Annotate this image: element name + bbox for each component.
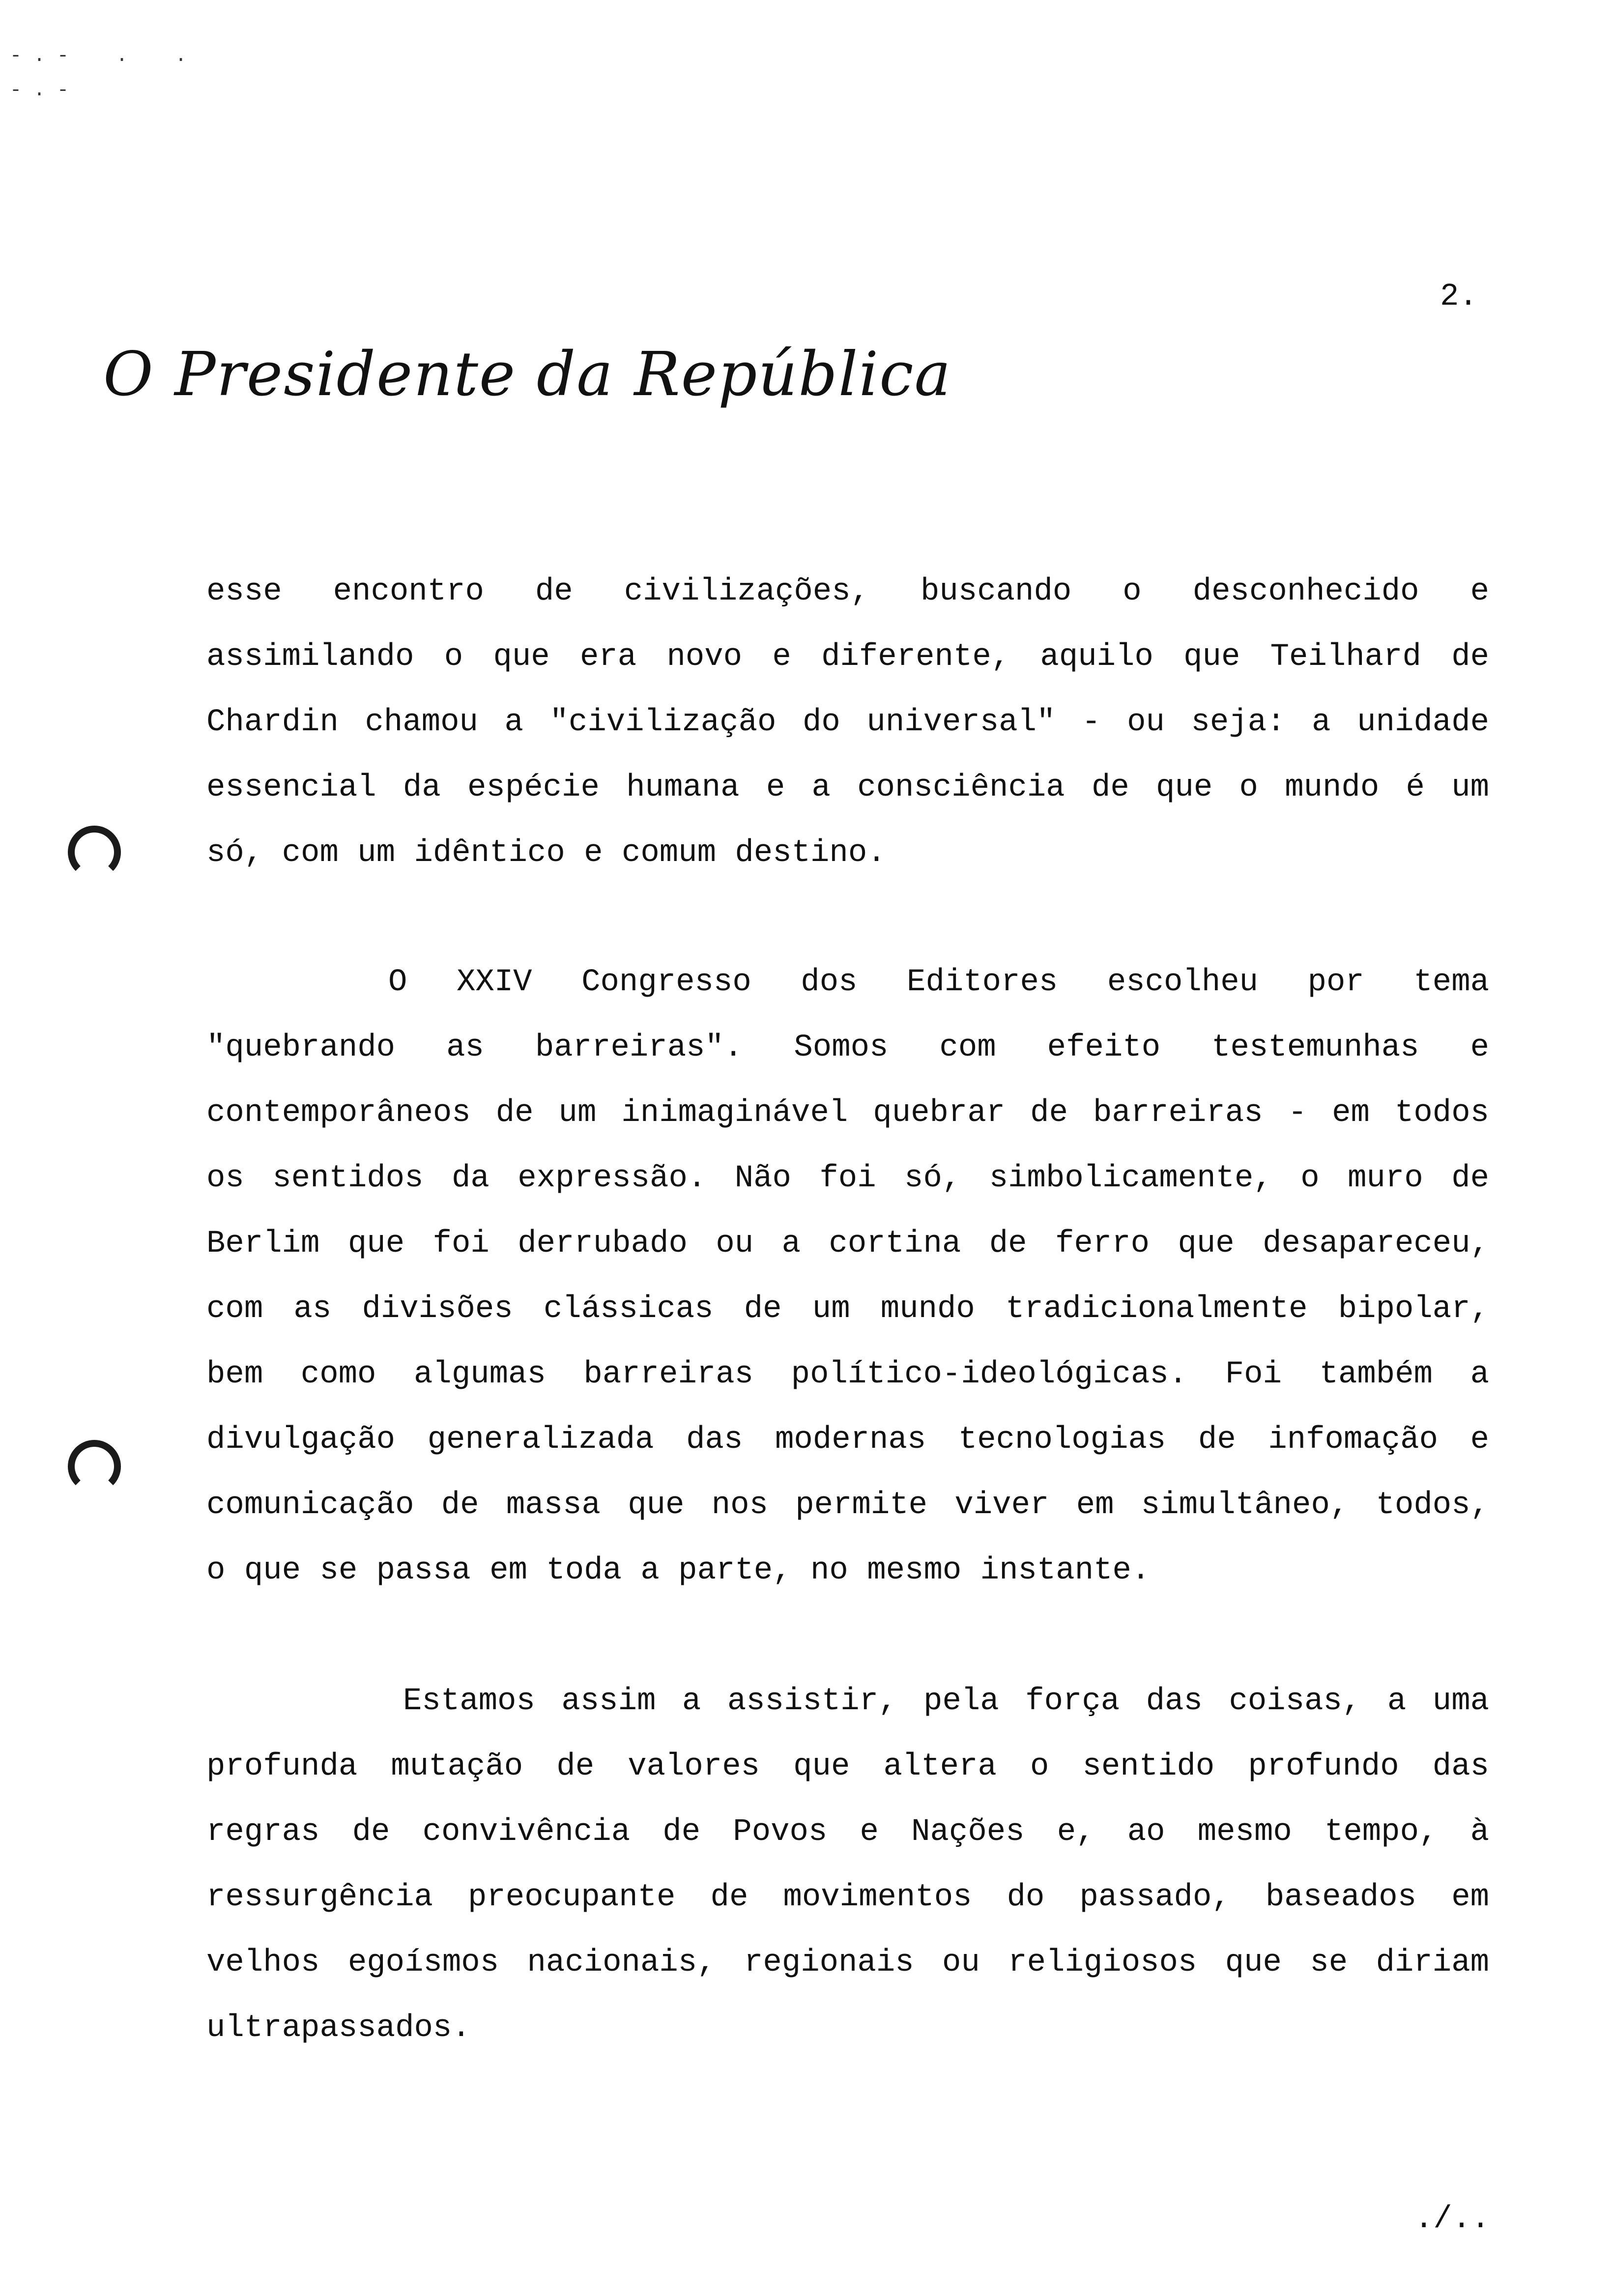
paragraph-2 [206, 950, 1489, 1604]
text-line: Estamos assim a assistir, pela força das coisas, a uma [403, 1684, 1489, 1719]
punch-hole [68, 1440, 121, 1493]
text-line: ultrapassados. [206, 2010, 471, 2046]
punch-hole [68, 826, 121, 879]
text-line: O XXIV Congresso dos Editores escolheu por tema [388, 965, 1489, 1000]
text-line: comunicação de massa que nos permite viver em simultâneo, todos, [206, 1488, 1489, 1523]
paragraph-1 [206, 559, 1489, 886]
text-line: Berlim que foi derrubado ou a cortina de ferro que desapareceu, [206, 1226, 1489, 1262]
text-line: Chardin chamou a "civilização do universal" - ou seja: a unidade [206, 705, 1489, 740]
text-line: velhos egoísmos nacionais, regionais ou religiosos que se diriam [206, 1945, 1489, 1980]
letterhead: O Presidente da República [103, 339, 952, 410]
text-line: divulgação generalizada das modernas tecnologias de infomação e [206, 1422, 1489, 1458]
continuation-mark: ./.. [1414, 2202, 1490, 2237]
margin-marks: - . - . . - . - [10, 45, 187, 102]
paragraph-3 [206, 1669, 1489, 2061]
text-line: os sentidos da expressão. Não foi só, simbolicamente, o muro de [206, 1161, 1489, 1196]
text-line: só, com um idêntico e comum destino. [206, 835, 886, 871]
text-line: assimilando o que era novo e diferente, aquilo que Teilhard de [206, 639, 1489, 675]
text-line: "quebrando as barreiras". Somos com efeito testemunhas e [206, 1030, 1489, 1065]
text-line: o que se passa em toda a parte, no mesmo instante. [206, 1553, 1151, 1588]
text-line: com as divisões clássicas de um mundo tradicionalmente bipolar, [206, 1292, 1489, 1327]
text-line: ressurgência preocupante de movimentos do passado, baseados em [206, 1880, 1489, 1915]
page-number: 2. [1440, 279, 1478, 315]
text-line: regras de convivência de Povos e Nações e, ao mesmo tempo, à [206, 1814, 1489, 1850]
text-line: bem como algumas barreiras político-ideológicas. Foi também a [206, 1357, 1489, 1392]
text-line: profunda mutação de valores que altera o sentido profundo das [206, 1749, 1489, 1784]
text-line: esse encontro de civilizações, buscando o desconhecido e [206, 574, 1489, 609]
text-line: essencial da espécie humana e a consciência de que o mundo é um [206, 770, 1489, 805]
text-line: contemporâneos de um inimaginável quebrar de barreiras - em todos [206, 1095, 1489, 1131]
